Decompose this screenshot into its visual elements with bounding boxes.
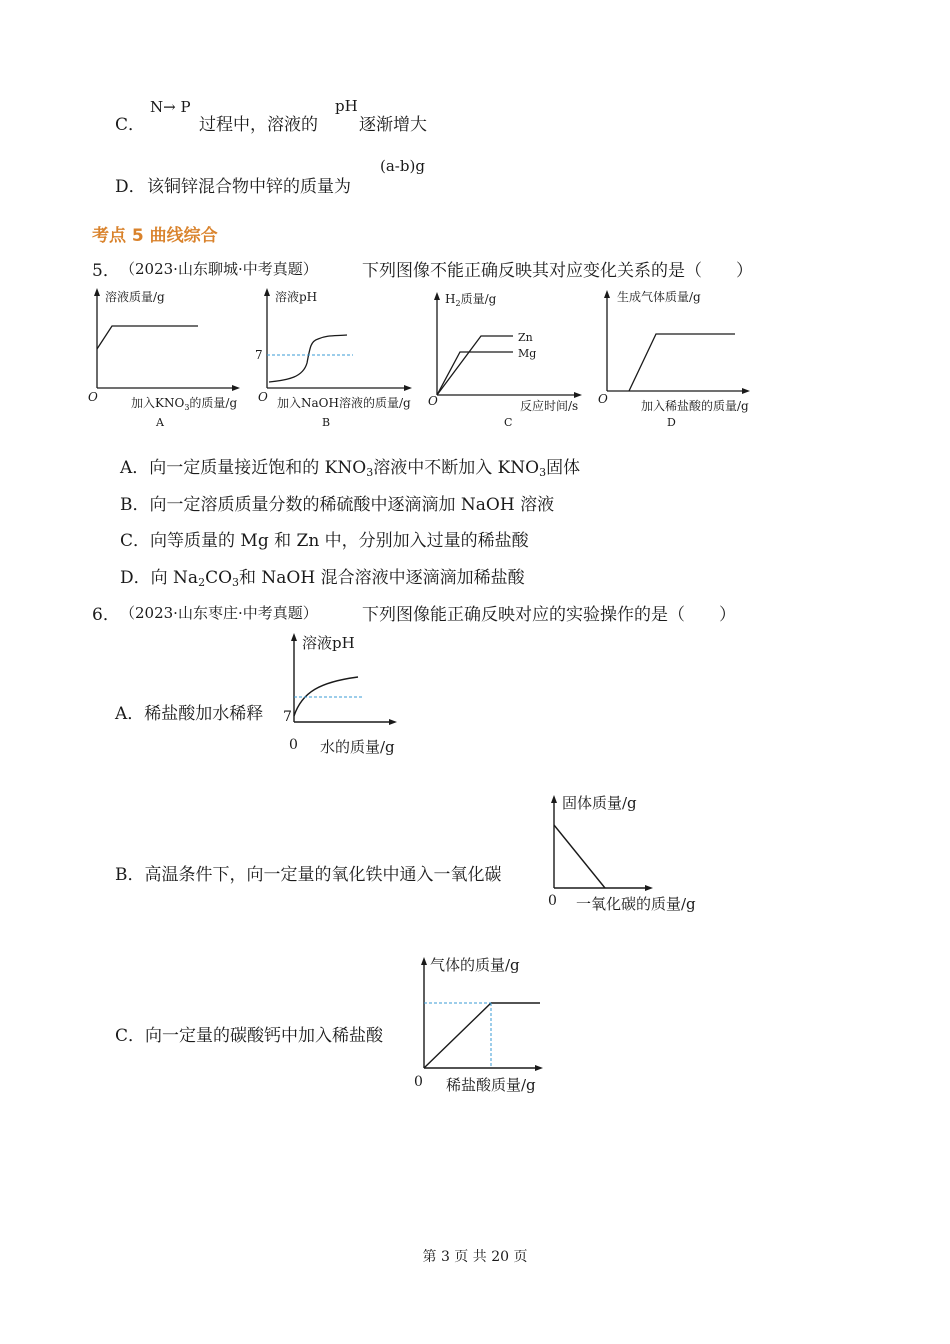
q5-chart-b [255,285,420,430]
option-d-value: (a-b)g [380,157,425,175]
origin-label: 0 [289,737,298,753]
y-arrow [264,288,270,296]
series-label-zn: Zn [518,331,533,344]
origin-label: O [598,392,608,406]
y-arrow [604,290,610,298]
q5-stem: 下列图像不能正确反映其对应变化关系的是（ ） [362,261,753,281]
q5-option-c: C．向等质量的 Mg 和 Zn 中，分别加入过量的稀盐酸 [120,531,529,551]
curve-line [424,1003,540,1068]
x-label: 加入稀盐酸的质量/g [641,399,749,413]
q6-option-b: B．高温条件下，向一定量的氧化铁中通入一氧化碳 [115,865,502,885]
x-label: 加入NaOH溶液的质量/g [277,396,411,410]
x-arrow [535,1065,543,1071]
q5-option-b: B．向一定溶质质量分数的稀硫酸中逐滴滴加 NaOH 溶液 [120,495,555,515]
x-arrow [232,385,240,391]
x-arrow [645,885,653,891]
y-label: 溶液pH [275,290,318,304]
y-arrow [421,957,427,965]
option-c-end: 逐渐增大 [359,115,427,135]
option-c-np: N→ P [150,98,191,116]
curve-line [269,335,347,382]
q5-chart-a [85,285,245,430]
y-label: 生成气体质量/g [617,290,701,304]
q6-option-a: A．稀盐酸加水稀释 [115,704,264,724]
chart-caption: D [667,416,676,429]
y-arrow [94,288,100,296]
origin-label: 0 [548,893,557,909]
series-mg [437,352,513,395]
series-label-mg: Mg [518,347,537,360]
x-label: 加入$KNO_3$的质量/g [131,396,238,412]
y-arrow [434,292,440,300]
x-label: 反应时间/s [520,399,579,413]
tick-7: 7 [255,348,263,362]
q5-chart-c [425,285,590,430]
q6-option-c: C．向一定量的碳酸钙中加入稀盐酸 [115,1026,384,1046]
option-c-text: 过程中，溶液的 [199,115,318,135]
tick-7: 7 [283,709,292,725]
y-label: 气体的质量/g [430,956,520,974]
y-label: 溶液质量/g [105,290,165,304]
y-arrow [551,795,557,803]
y-label: 溶液pH [302,634,355,652]
y-label: 固体质量/g [562,794,637,812]
option-d-label: D． [115,177,146,197]
q5-chart-d [595,285,765,430]
q5-option-a: A．向一定质量接近饱和的 $KNO_3$溶液中不断加入 $KNO_3$固体 [120,458,581,479]
option-d-text: 该铜锌混合物中锌的质量为 [147,177,351,197]
q5-source: （2023·山东聊城·中考真题） [120,260,318,278]
x-arrow [404,385,412,391]
q5-option-d: D．向 $Na_2CO_3$和 NaOH 混合溶液中逐滴滴加稀盐酸 [120,568,525,589]
curve-line [629,334,735,391]
series-zn [437,336,513,395]
x-arrow [742,388,750,394]
x-label: 稀盐酸质量/g [446,1076,536,1094]
origin-label: 0 [414,1074,423,1090]
option-c-ph: pH [335,97,358,115]
origin-label: O [428,394,438,408]
q5-number: 5． [92,261,120,281]
chart-caption: B [322,416,331,429]
q6-stem: 下列图像能正确反映对应的实验操作的是（ ） [362,605,736,625]
q6-chart-b [540,790,720,920]
chart-caption: C [504,416,513,429]
page-footer: 第 3 页 共 20 页 [422,1249,528,1265]
curve-line [97,326,198,349]
section-heading: 考点 5 曲线综合 [92,226,218,246]
chart-caption: A [156,416,164,429]
origin-label: O [88,390,98,404]
x-arrow [389,719,397,725]
x-label: 一氧化碳的质量/g [576,895,696,913]
x-label: 水的质量/g [320,738,395,756]
y-label: $H_2$质量/g [445,292,497,308]
q6-chart-c [410,950,560,1100]
option-c-label: C． [115,115,146,135]
q6-chart-a [280,630,420,760]
q6-source: （2023·山东枣庄·中考真题） [120,604,318,622]
q6-number: 6． [92,605,120,625]
y-arrow [291,633,297,641]
curve-line [554,825,605,888]
origin-label: O [258,390,268,404]
x-arrow [574,392,582,398]
